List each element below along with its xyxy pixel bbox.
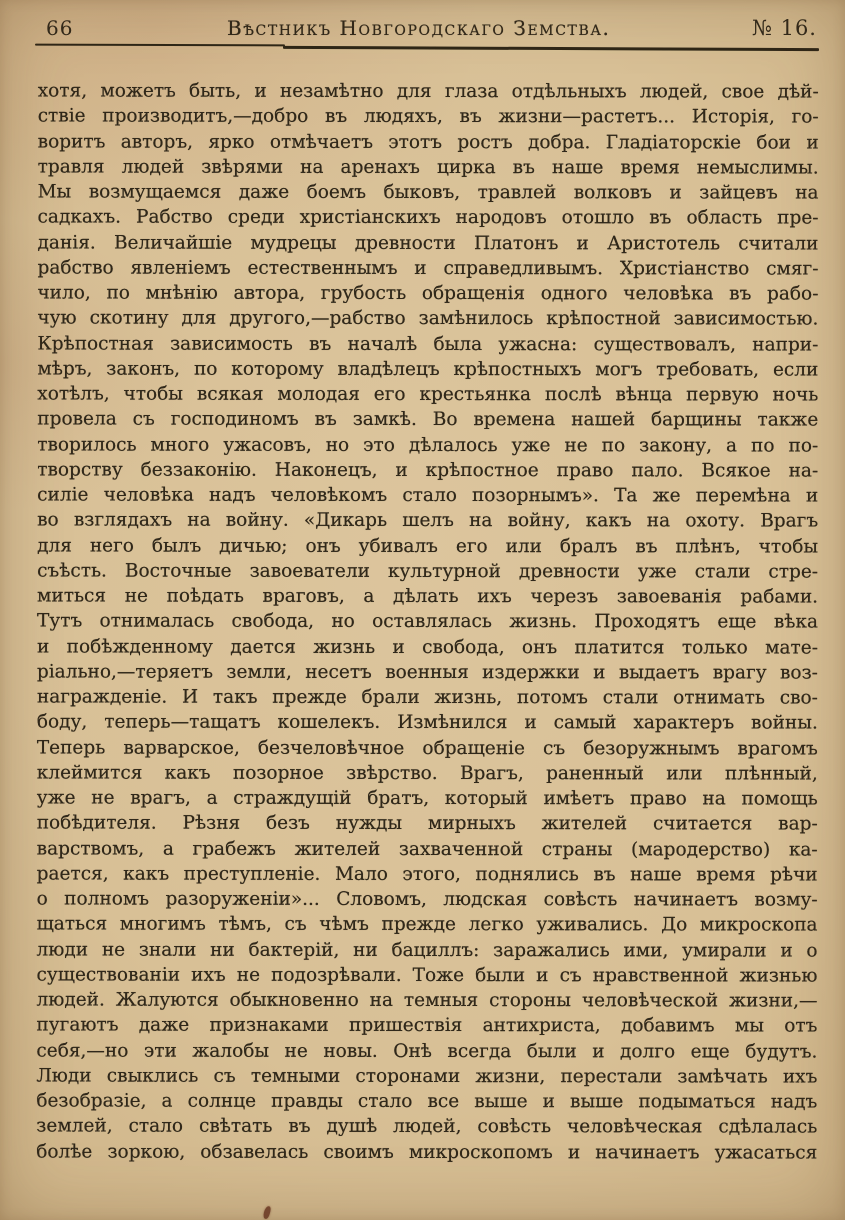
text-line: себя,—но эти жалобы не новы. Онѣ всегда были и долго еще будутъ. [36, 1039, 818, 1063]
journal-title: Вѣстникъ Новгородскаго Земства. [226, 16, 611, 40]
text-line: болѣе зоркою, обзавелась своимъ микроскопомъ и начинаетъ ужасаться [36, 1140, 818, 1164]
text-line: мѣръ, законъ, по которому владѣлецъ крѣпостныхъ могъ требовать, если [37, 358, 819, 381]
text-line: Мы возмущаемся даже боемъ быковъ, травлей волковъ и зайцевъ на [37, 181, 819, 204]
text-line: награжденіе. И такъ прежде брали жизнь, потомъ стали отнимать сво- [36, 686, 818, 709]
text-line: воритъ авторъ, ярко отмѣчаетъ этотъ ростъ добра. Гладіаторскіе бои и [37, 130, 819, 154]
text-line: безобразіе, а солнце правды стало все выше и выше подыматься надъ [36, 1090, 818, 1113]
text-line: уже не врагъ, а страждущій братъ, который имѣетъ право на помощь [36, 787, 818, 810]
text-line: Теперь варварское, безчеловѣчное обращеніе съ безоружнымъ врагомъ [36, 736, 818, 760]
text-line: побѣдителя. Рѣзня безъ нужды мирныхъ жителей считается вар- [36, 812, 818, 835]
text-line: данія. Величайшіе мудрецы древности Платонъ и Аристотель считали [37, 231, 819, 255]
text-line: рается, какъ преступленіе. Мало этого, поднялись въ наше время рѣчи [36, 863, 818, 886]
text-line: миться не поѣдать враговъ, а дѣлать ихъ черезъ завоеванія рабами. [37, 585, 819, 608]
text-line: ріально,—теряетъ земли, несетъ военныя издержки и выдаетъ врагу воз- [36, 661, 818, 684]
text-line: для него былъ дичью; онъ убивалъ его или бралъ въ плѣнъ, чтобы [37, 534, 819, 558]
text-line: и побѣжденному дается жизнь и свобода, онъ платится только мате- [36, 635, 818, 659]
text-line: существованіи ихъ не подозрѣвали. Тоже были и съ нравственной жизнью [36, 964, 818, 987]
text-line: рабство явленіемъ естественнымъ и справедливымъ. Христіанство смяг- [37, 257, 819, 280]
text-line: люди не знали ни бактерій, ни бациллъ: заражались ими, умирали и о [36, 938, 818, 962]
text-line: Крѣпостная зависимость въ началѣ была ужасна: существовалъ, напри- [37, 332, 819, 356]
text-line: щаться многимъ тѣмъ, съ чѣмъ прежде легко уживались. До микроскопа [36, 913, 818, 936]
page-number: 66 [46, 16, 74, 40]
text-line: творству беззаконію. Наконецъ, и крѣпостное право пало. Всякое на- [37, 459, 819, 482]
ink-speck [263, 1205, 272, 1219]
text-line: пугаютъ даже признаками пришествія антихриста, добавимъ мы отъ [36, 1014, 818, 1037]
page-header [46, 16, 817, 40]
text-line: землей, стало свѣтать въ душѣ людей, совѣсть человѣческая сдѣлалась [36, 1115, 818, 1138]
text-line: провела съ господиномъ въ замкѣ. Во времена нашей барщины также [37, 408, 819, 431]
header-rule-right-segment [283, 46, 819, 51]
issue-number: № 16. [752, 16, 817, 40]
text-line: съѣсть. Восточные завоеватели культурной древности уже стали стре- [37, 560, 819, 583]
text-line: хотя, можетъ быть, и незамѣтно для глаза отдѣльныхъ людей, свое дѣй- [37, 80, 819, 103]
body-text [36, 78, 819, 1165]
text-line: о полномъ разоруженіи»... Словомъ, людская совѣсть начинаетъ возму- [36, 888, 818, 911]
text-line: боду, теперь—тащатъ кошелекъ. Измѣнился и самый характеръ войны. [36, 711, 818, 734]
text-line: творилось много ужасовъ, но это дѣлалось уже не по закону, а по по- [37, 433, 819, 457]
text-line: хотѣлъ, чтобы всякая молодая его крестьянка послѣ вѣнца первую ночь [37, 383, 819, 406]
text-line: садкахъ. Рабство среди христіанскихъ народовъ отошло въ область пре- [37, 206, 819, 229]
text-line: чило, по мнѣнію автора, грубость обращенія одного человѣка въ рабо- [37, 282, 819, 305]
text-line: силіе человѣка надъ человѣкомъ стало позорнымъ». Та же перемѣна и [37, 484, 819, 507]
text-line: ствіе производитъ,—добро въ людяхъ, въ жизни—растетъ... Исторія, го- [37, 105, 819, 128]
text-line: Тутъ отнималась свобода, но оставлялась жизнь. Проходятъ еще вѣка [36, 610, 819, 633]
header-rule-left-segment [35, 44, 285, 47]
text-line: варствомъ, а грабежъ жителей захваченной страны (мародерство) ка- [36, 837, 818, 861]
text-line: людей. Жалуются обыкновенно на темныя стороны человѣческой жизни,— [36, 989, 818, 1012]
text-line: травля людей звѣрями на аренахъ цирка въ наше время немыслимы. [37, 156, 819, 179]
text-line: во взглядахъ на войну. «Дикарь шелъ на войну, какъ на охоту. Врагъ [37, 509, 819, 532]
text-line: Люди свыклись съ темными сторонами жизни, перестали замѣчать ихъ [36, 1065, 818, 1088]
text-line: чую скотину для другого,—рабство замѣнилось крѣпостной зависимостью. [37, 307, 819, 330]
text-line: клеймится какъ позорное звѣрство. Врагъ, раненный или плѣнный, [36, 762, 818, 785]
